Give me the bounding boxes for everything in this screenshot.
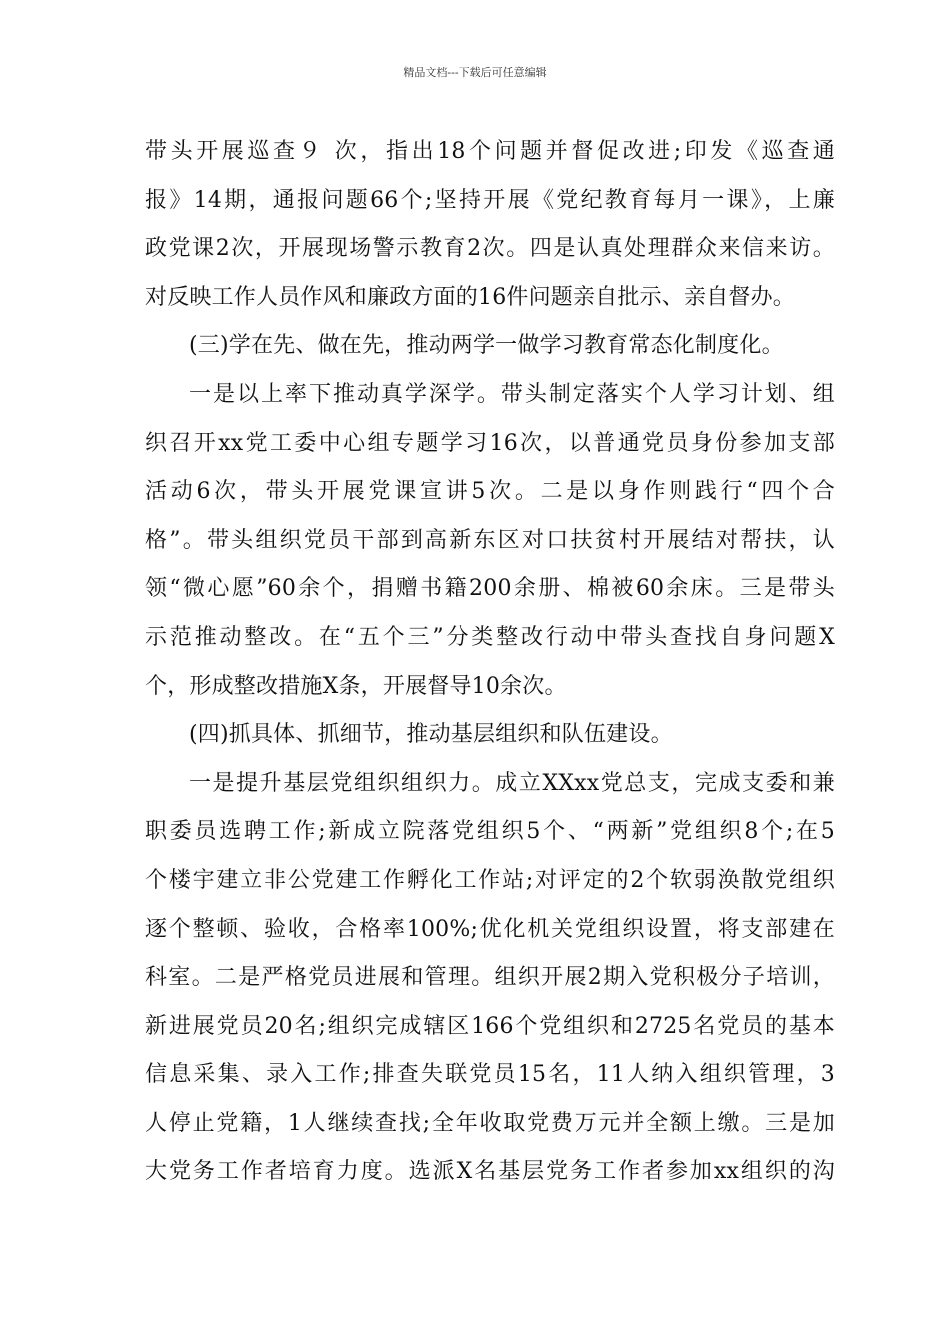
text-line: 人停止党籍，1人继续查找;全年收取党费万元并全额上缴。三是加 <box>145 1110 835 1136</box>
text-line: 领“微心愿”60余个，捐赠书籍200余册、棉被60余床。三是带头 <box>145 576 835 602</box>
text-line: 一是以上率下推动真学深学。带头制定落实个人学习计划、组 <box>189 381 835 407</box>
text-line: 织召开xx党工委中心组专题学习16次，以普通党员身份参加支部 <box>145 430 835 456</box>
text-line: 职委员选聘工作;新成立院落党组织5个、“两新”党组织8个;在5 <box>145 819 835 845</box>
text-line: 个，形成整改措施X条，开展督导10余次。 <box>145 673 567 699</box>
text-line: 带头开展巡查９ 次，指出18个问题并督促改进;印发《巡查通 <box>145 139 835 164</box>
text-line: 逐个整顿、验收，合格率100%;优化机关党组织设置，将支部建在 <box>145 916 835 942</box>
text-line: 活动6次，带头开展党课宣讲5次。二是以身作则践行“四个合 <box>145 479 835 505</box>
text-line: 科室。二是严格党员进展和管理。组织开展2期入党积极分子培训， <box>145 965 835 991</box>
text-line: 大党务工作者培育力度。选派X名基层党务工作者参加xx组织的沟 <box>145 1159 835 1185</box>
text-line: 政党课2次，开展现场警示教育2次。四是认真处理群众来信来访。 <box>145 236 835 262</box>
text-line: 报》14期，通报问题66个;坚持开展《党纪教育每月一课》，上廉 <box>145 187 835 213</box>
section-heading: (三)学在先、做在先，推动两学一做学习教育常态化制度化。 <box>189 333 784 359</box>
page-header: 精品文档---下载后可任意编辑 <box>403 66 547 79</box>
text-line: 一是提升基层党组织组织力。成立XXxx党总支，完成支委和兼 <box>189 770 835 796</box>
text-line: 个楼宇建立非公党建工作孵化工作站;对评定的2个软弱涣散党组织 <box>145 867 835 893</box>
text-line: 新进展党员20名;组织完成辖区166个党组织和2725名党员的基本 <box>145 1013 835 1039</box>
text-line: 格”。带头组织党员干部到高新东区对口扶贫村开展结对帮扶，认 <box>145 527 835 553</box>
text-line: 信息采集、录入工作;排查失联党员15名，11人纳入组织管理，3 <box>145 1062 835 1088</box>
text-line: 示范推动整改。在“五个三”分类整改行动中带头查找自身问题X <box>145 624 835 650</box>
text-line: 对反映工作人员作风和廉政方面的16件问题亲自批示、亲自督办。 <box>145 284 795 310</box>
section-heading: (四)抓具体、抓细节，推动基层组织和队伍建设。 <box>189 722 673 748</box>
document-body <box>145 132 835 1201</box>
